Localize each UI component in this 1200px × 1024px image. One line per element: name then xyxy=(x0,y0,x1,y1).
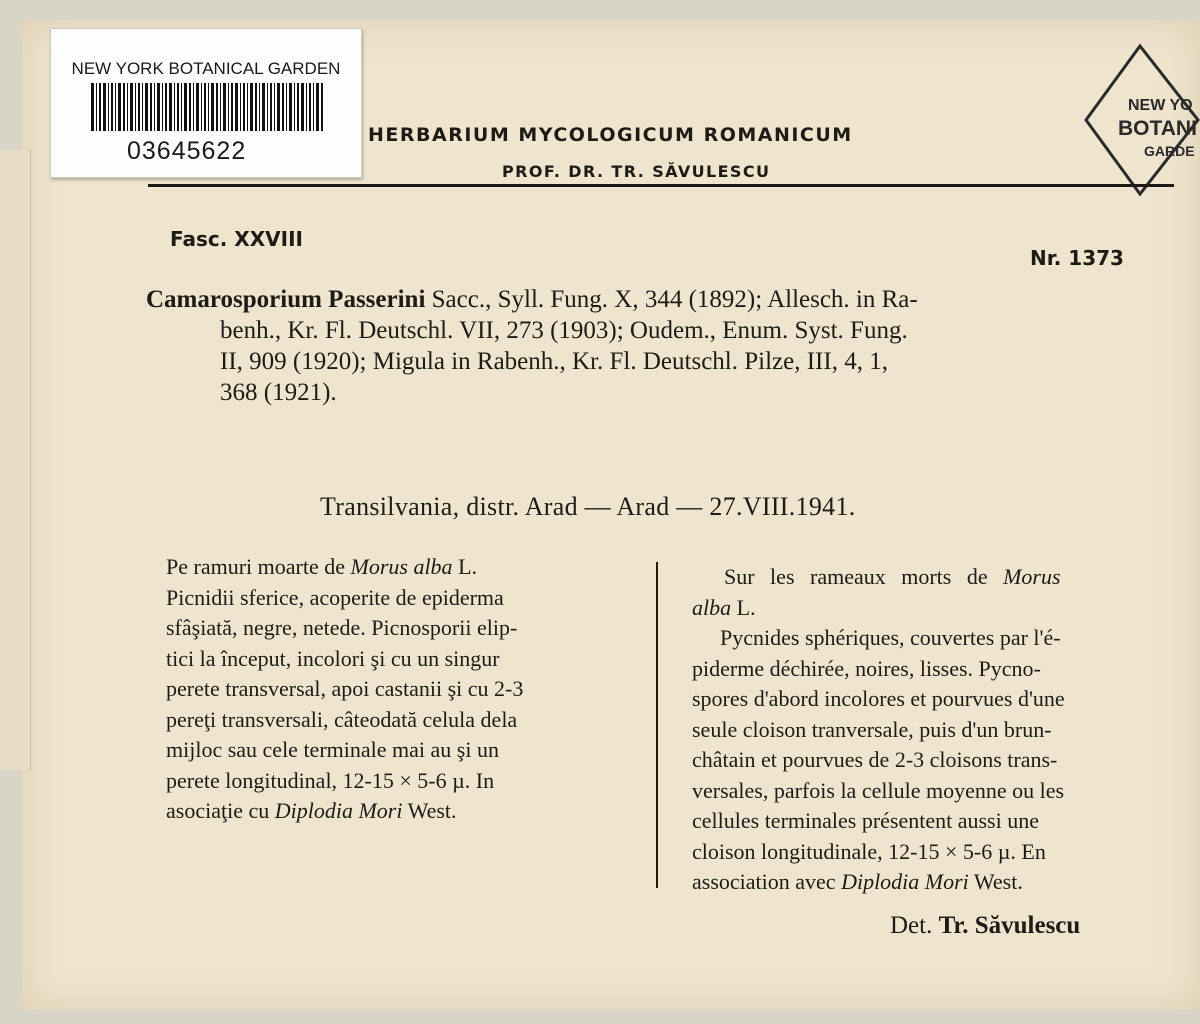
french-host-cont xyxy=(692,593,1170,624)
herbarium-title: HERBARIUM MYCOLOGICUM ROMANICUM xyxy=(368,124,853,146)
french-host-name: Morus xyxy=(1003,564,1061,589)
french-line: versales, parfois la cellule moyenne ou les xyxy=(692,777,1065,803)
garden-stamp-icon xyxy=(1080,40,1200,200)
french-line: Pycnides sphériques, couvertes par l'é- xyxy=(720,625,1061,650)
french-association-prefix: association avec xyxy=(692,869,842,894)
romanian-description xyxy=(166,552,618,827)
species-citation xyxy=(146,284,1172,408)
barcode-institution: NEW YORK BOTANICAL GARDEN xyxy=(71,59,341,78)
citation-line-1: Sacc., Syll. Fung. X, 344 (1892); Allesch. in Ra- xyxy=(425,286,918,313)
citation-line-2: benh., Kr. Fl. Deutschl. VII, 273 (1903); Oudem., Enum. Syst. Fung. xyxy=(220,317,908,344)
stamp-line-2: BOTANI xyxy=(1118,117,1197,140)
barcode-label xyxy=(50,28,362,178)
french-description xyxy=(692,562,1170,898)
citation-line-3: II, 909 (1920); Migula in Rabenh., Kr. Fl. Deutschl. Pilze, III, 4, 1, xyxy=(220,348,888,375)
french-line: châtain et pourvues de 2-3 cloisons trans- xyxy=(692,747,1058,772)
french-host-prefix: Sur les rameaux morts de xyxy=(724,564,1004,589)
romanian-host-prefix: Pe ramuri moarte de xyxy=(166,554,351,579)
fascicle-label: Fasc. XXVIII xyxy=(170,227,303,251)
romanian-association xyxy=(166,796,618,827)
barcode-number: 03645622 xyxy=(127,137,247,165)
romanian-association-suffix: West. xyxy=(402,798,457,823)
french-line: cloison longitudinale, 12-15 × 5-6 µ. En xyxy=(692,838,1046,864)
french-host xyxy=(692,562,1170,593)
french-associate-name: Diplodia Mori xyxy=(841,869,969,894)
determiner xyxy=(890,912,1080,940)
french-line: seule cloison tranversale, puis d'un brun- xyxy=(692,716,1052,742)
french-line: spores d'abord incolores et pourvues d'une xyxy=(692,686,1065,711)
romanian-association-prefix: asociaţie cu xyxy=(166,798,275,823)
species-name: Camarosporium Passerini xyxy=(146,286,426,313)
determiner-name: Tr. Săvulescu xyxy=(938,912,1081,939)
french-line: piderme déchirée, noires, lisses. Pycno- xyxy=(692,655,1041,681)
french-host-suffix: L. xyxy=(731,594,756,620)
column-divider xyxy=(656,562,658,888)
romanian-line: pereţi transversali, câteodată celula dela xyxy=(166,706,518,732)
french-association-suffix: West. xyxy=(968,869,1023,894)
citation-line-4: 368 (1921). xyxy=(220,379,337,406)
header-rule xyxy=(148,184,1174,187)
romanian-line: sfâşiată, negre, netede. Picnosporii elip- xyxy=(166,615,518,640)
collection-locality: Transilvania, distr. Arad — Arad — 27.VIII.1941. xyxy=(320,492,856,521)
herbarium-editor: PROF. DR. TR. SĂVULESCU xyxy=(502,162,771,181)
romanian-host-name: Morus alba xyxy=(350,554,453,579)
romanian-line: perete transversal, apoi castanii şi cu 2-3 xyxy=(166,676,524,701)
romanian-line: perete longitudinal, 12-15 × 5-6 µ. In xyxy=(166,767,495,793)
determiner-prefix: Det. xyxy=(890,912,933,939)
stamp-line-3: GARDE xyxy=(1144,143,1195,159)
stamp-line-1: NEW YO xyxy=(1128,97,1193,114)
french-host-name-2: alba xyxy=(692,594,732,620)
romanian-line: tici la început, incolori şi cu un singur xyxy=(166,645,500,671)
french-association xyxy=(692,867,1170,898)
romanian-host-suffix: L. xyxy=(452,554,478,579)
romanian-line: mijloc sau cele terminale mai au şi un xyxy=(166,737,499,762)
romanian-associate-name: Diplodia Mori xyxy=(274,798,403,823)
french-line: cellules terminales présentent aussi une xyxy=(692,808,1039,833)
exsiccata-number: Nr. 1373 xyxy=(1030,246,1124,270)
barcode-icon xyxy=(91,83,323,131)
romanian-host xyxy=(166,552,618,583)
sheet-edge xyxy=(0,150,31,770)
romanian-line: Picnidii sferice, acoperite de epiderma xyxy=(166,584,504,610)
